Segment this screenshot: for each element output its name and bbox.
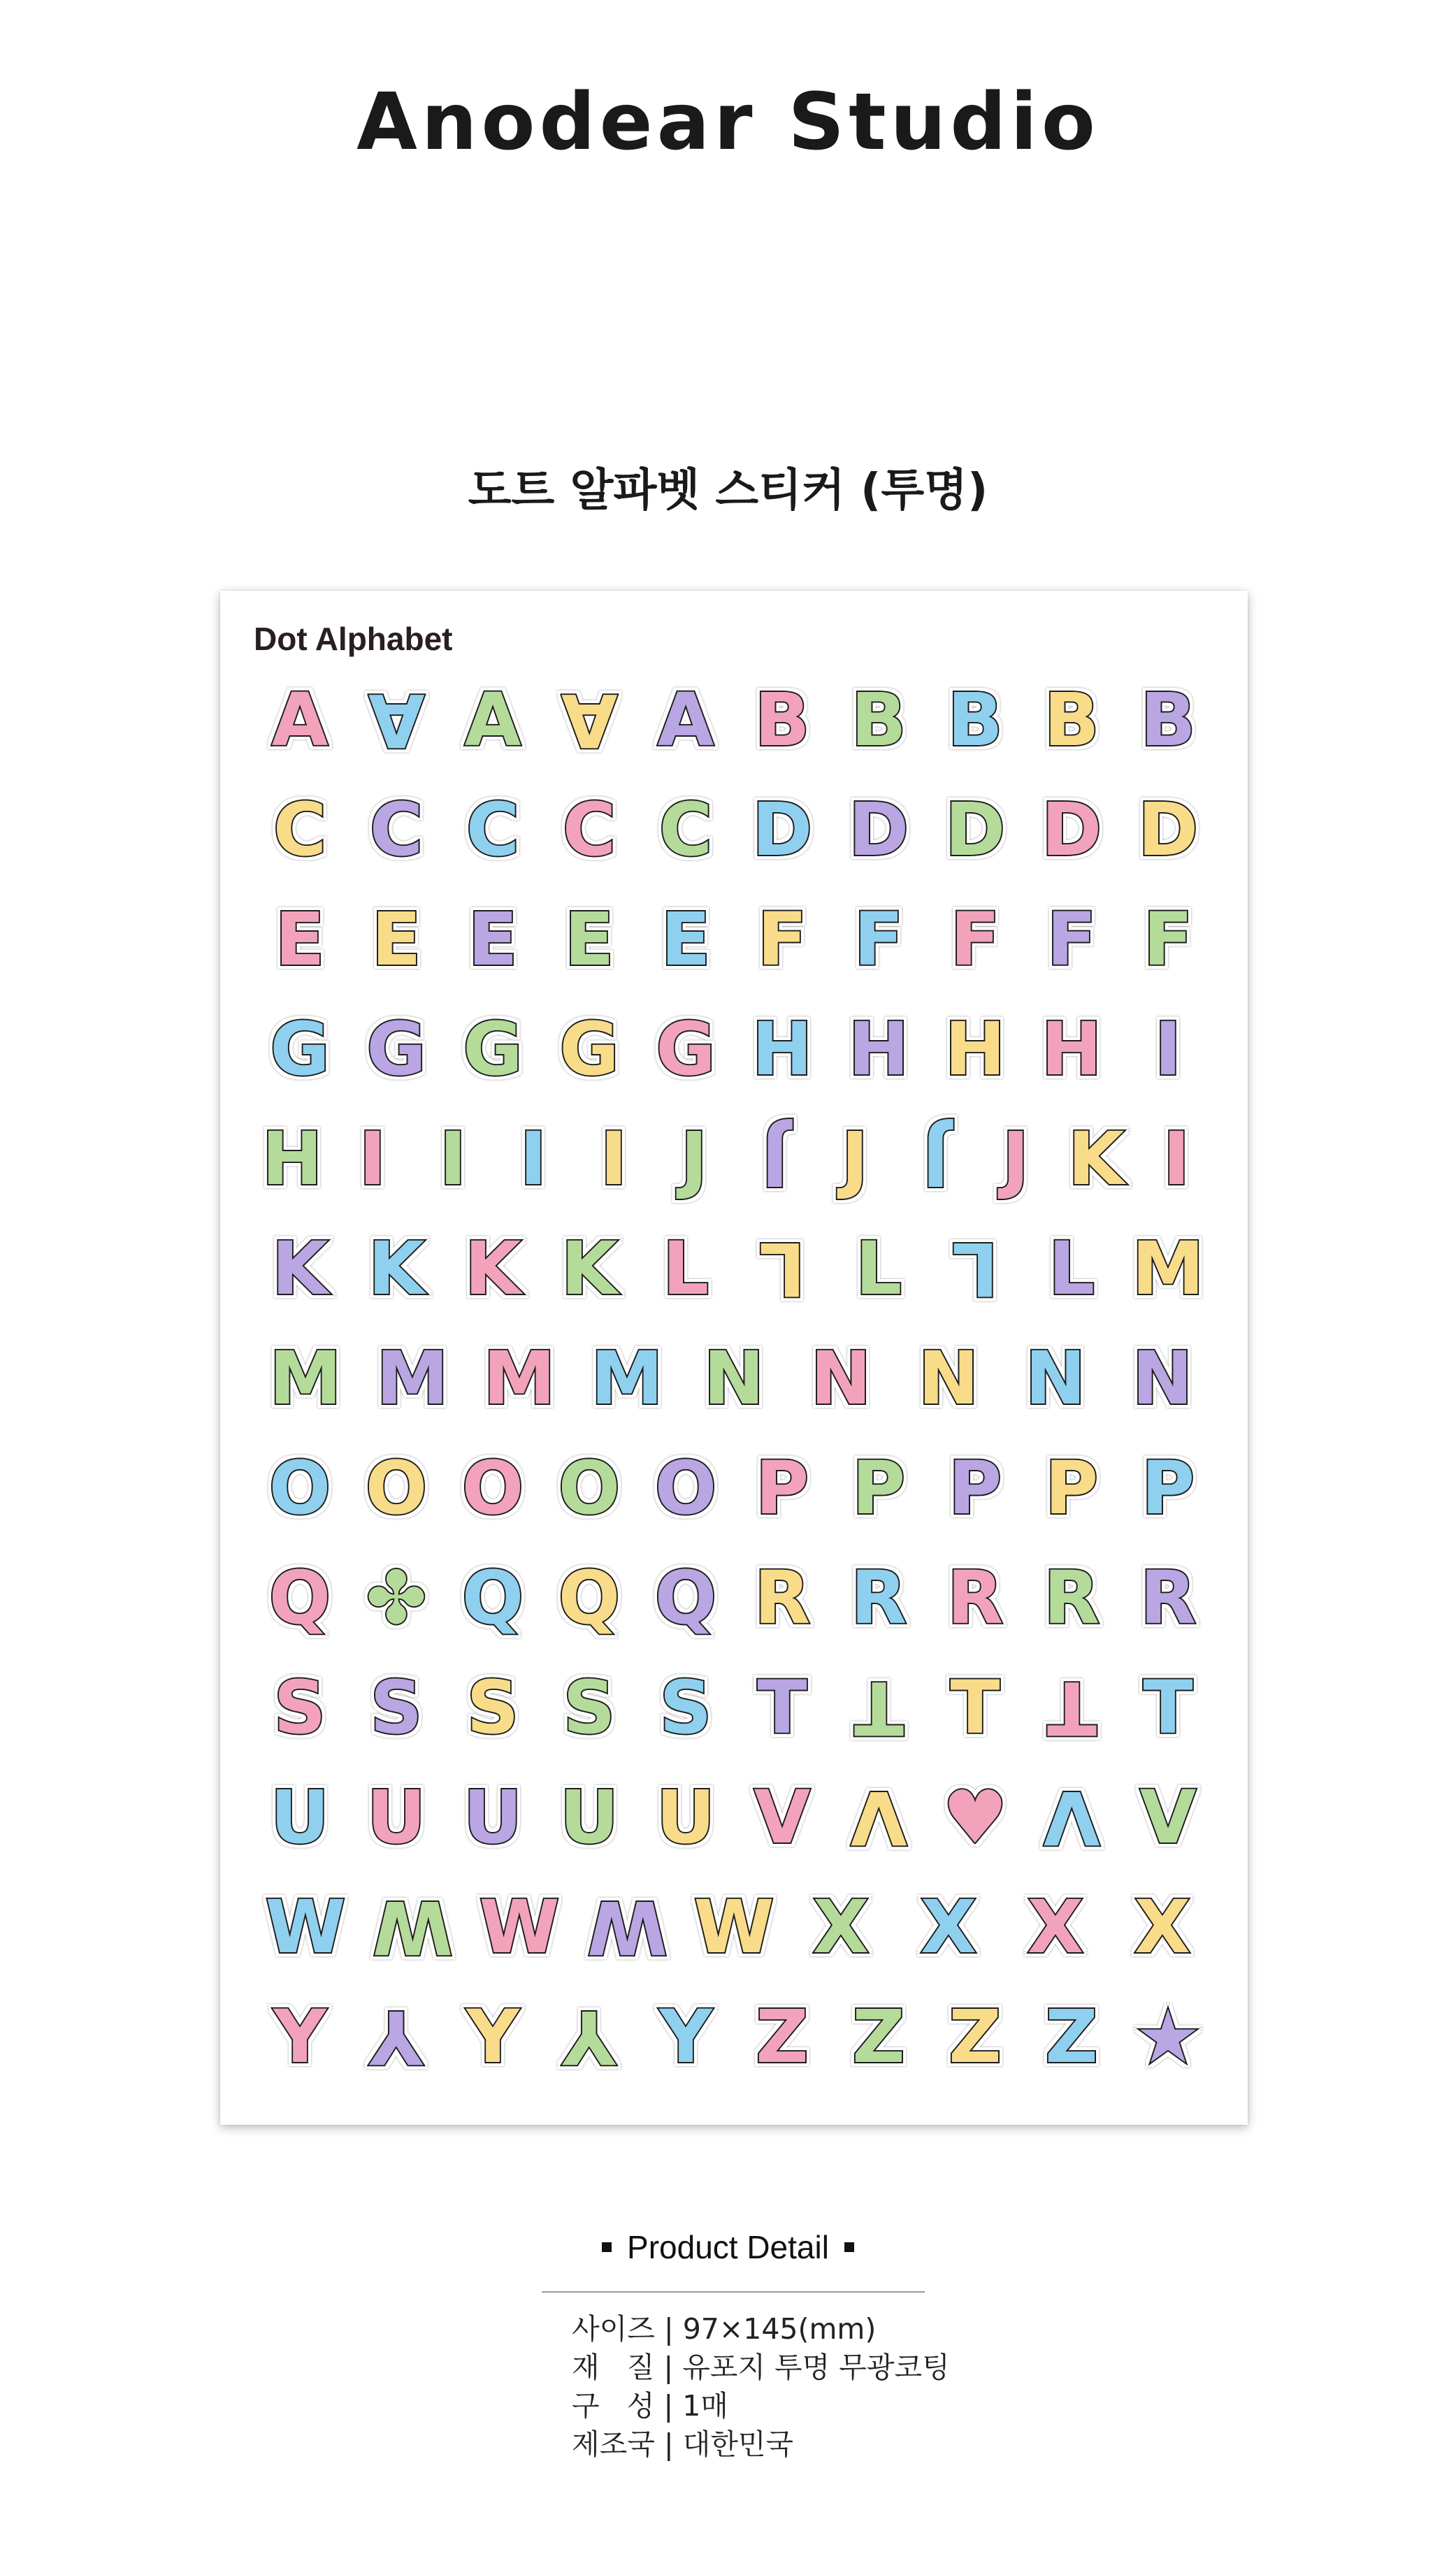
sticker-l (737, 1223, 828, 1314)
sticker-glyph: F (1046, 897, 1097, 982)
spec-label: 구 성 (572, 2389, 655, 2423)
sticker-glyph: R (946, 1555, 1004, 1640)
sticker-h (247, 1113, 338, 1204)
sticker-g (544, 1004, 635, 1095)
sticker-glyph: ✤ (366, 1555, 427, 1640)
sticker-y (254, 1991, 345, 2082)
sticker-z (930, 1991, 1021, 2082)
sticker-i (488, 1113, 579, 1204)
sticker-j (649, 1113, 740, 1204)
sticker-glyph: J (680, 1116, 708, 1202)
sticker-s (351, 1662, 442, 1753)
spec-row: 구 성 | 1매 (572, 2389, 728, 2423)
sticker-glyph: D (944, 787, 1006, 872)
sticker-glyph: O (558, 1445, 621, 1531)
sticker-f (833, 894, 924, 985)
sticker-glyph: N (1025, 1336, 1086, 1421)
sticker-u (544, 1772, 635, 1863)
sticker-e (351, 894, 442, 985)
sticker-v (737, 1772, 828, 1863)
sticker-glyph: Y (370, 1994, 423, 2079)
sticker-glyph: R (850, 1555, 907, 1640)
sticker-g (254, 1004, 345, 1095)
sticker-p (833, 1443, 924, 1534)
sticker-r (930, 1552, 1021, 1643)
sticker-glyph: K (561, 1226, 618, 1311)
sticker-glyph: G (463, 1007, 523, 1092)
sticker-glyph: O (654, 1445, 717, 1531)
sticker-glyph: J (841, 1116, 869, 1202)
sticker-k (351, 1223, 442, 1314)
sticker-glyph: Z (1045, 1994, 1098, 2079)
sticker-e (640, 894, 731, 985)
sticker-glyph: N (810, 1336, 872, 1421)
sticker-glyph: V (754, 1775, 811, 1860)
sticker-a (640, 674, 731, 765)
sticker-c (351, 784, 442, 875)
sticker-glyph: L (758, 1226, 806, 1311)
sticker-m (1123, 1223, 1213, 1314)
sticker-f (737, 894, 828, 985)
sticker-d (737, 784, 828, 875)
sticker-e (254, 894, 345, 985)
sticker-glyph: M (376, 1336, 449, 1421)
sticker-x (1010, 1882, 1101, 1972)
sticker-glyph: F (853, 897, 904, 982)
sticker-glyph: E (564, 897, 614, 982)
bullet-square-icon (844, 2242, 854, 2252)
sticker-g (351, 1004, 442, 1095)
sticker-glyph: F (757, 897, 807, 982)
sticker-glyph: D (1041, 787, 1102, 872)
sticker-glyph: Y (273, 1994, 326, 2079)
sticker-glyph: H (261, 1116, 323, 1202)
sticker-g (640, 1004, 731, 1095)
sticker-glyph: X (1134, 1884, 1191, 1970)
sticker-h (930, 1004, 1021, 1095)
sticker-w (260, 1882, 351, 1972)
sticker-glyph: B (1140, 677, 1196, 763)
sticker-glyph: ♥ (942, 1775, 1008, 1860)
sticker-i (1123, 1004, 1213, 1095)
sticker-r (737, 1552, 828, 1643)
sticker-glyph: S (273, 1665, 326, 1750)
spec-value: 97×145(mm) (682, 2312, 877, 2346)
sticker-glyph: P (755, 1445, 809, 1531)
sticker-glyph: Q (461, 1555, 524, 1640)
sticker-glyph: G (656, 1007, 716, 1092)
sticker-glyph: C (369, 787, 424, 872)
sticker-glyph: Y (563, 1994, 616, 2079)
sticker-glyph: J (921, 1116, 949, 1202)
sticker-glyph: W (693, 1884, 774, 1970)
sticker-glyph: K (464, 1226, 521, 1311)
sticker-glyph: C (562, 787, 617, 872)
sticker-w (367, 1882, 458, 1972)
sticker-glyph: H (751, 1007, 813, 1092)
sticker-e (447, 894, 538, 985)
sticker-y (640, 1991, 731, 2082)
sticker-v (833, 1772, 924, 1863)
sticker-glyph: Y (659, 1994, 712, 2079)
sticker-glyph: O (461, 1445, 524, 1531)
sticker-glyph: P (948, 1445, 1002, 1531)
sticker-glyph: O (365, 1445, 428, 1531)
sticker-glyph: S (563, 1665, 616, 1750)
sticker-glyph: V (850, 1775, 907, 1860)
sticker-z (737, 1991, 828, 2082)
sticker-glyph: A (561, 677, 618, 763)
sticker-glyph: C (658, 787, 713, 872)
bullet-square-icon (602, 2242, 612, 2252)
sticker-glyph: Q (654, 1555, 717, 1640)
sticker-glyph: U (270, 1775, 330, 1860)
spec-row: 사이즈 | 97×145(mm) (572, 2312, 877, 2346)
sticker-glyph: W (265, 1884, 346, 1970)
sticker-f (930, 894, 1021, 985)
sticker-glyph: E (468, 897, 518, 982)
sticker-glyph: I (439, 1116, 467, 1202)
sticker-i (408, 1113, 498, 1204)
sticker-glyph: Z (949, 1994, 1002, 2079)
sticker-k (447, 1223, 538, 1314)
sticker-q (447, 1552, 538, 1643)
sticker-glyph: R (754, 1555, 811, 1640)
sticker-p (737, 1443, 828, 1534)
sticker-glyph: X (1027, 1884, 1084, 1970)
sticker-glyph: L (1048, 1226, 1095, 1311)
sticker-glyph: K (1067, 1116, 1125, 1202)
sticker-c (544, 784, 635, 875)
sticker-n (1117, 1333, 1208, 1424)
sticker-k (544, 1223, 635, 1314)
sticker-glyph: Y (466, 1994, 519, 2079)
sticker-glyph: U (463, 1775, 523, 1860)
sticker-glyph: Q (268, 1555, 331, 1640)
sticker-p (1123, 1443, 1213, 1534)
sticker-glyph: D (848, 787, 909, 872)
sticker-glyph: A (271, 677, 329, 763)
sticker-glyph: U (656, 1775, 716, 1860)
sticker-u (640, 1772, 731, 1863)
sticker-glyph: I (600, 1116, 628, 1202)
sticker-u (254, 1772, 345, 1863)
sticker-j (970, 1113, 1061, 1204)
sticker-glyph: D (751, 787, 813, 872)
sticker-h (833, 1004, 924, 1095)
sticker-glyph: H (1041, 1007, 1102, 1092)
spec-value: 대한민국 (682, 2427, 794, 2461)
sticker-glyph: G (366, 1007, 426, 1092)
sticker-glyph: I (1162, 1116, 1190, 1202)
sticker-o (544, 1443, 635, 1534)
sticker-shape (351, 1552, 442, 1643)
sticker-glyph: A (368, 677, 425, 763)
sticker-glyph: S (659, 1665, 712, 1750)
sticker-d (833, 784, 924, 875)
sticker-m (474, 1333, 565, 1424)
sticker-glyph: R (1139, 1555, 1197, 1640)
sticker-glyph: F (1143, 897, 1193, 982)
sticker-j (809, 1113, 900, 1204)
sticker-k (254, 1223, 345, 1314)
sticker-q (544, 1552, 635, 1643)
spec-label: 사이즈 (572, 2312, 655, 2346)
spec-row: 재 질 | 유포지 투명 무광코팅 (572, 2351, 950, 2384)
sticker-a (544, 674, 635, 765)
sticker-s (254, 1662, 345, 1753)
sticker-glyph: X (812, 1884, 870, 1970)
sticker-glyph: L (662, 1226, 709, 1311)
sticker-l (930, 1223, 1021, 1314)
sticker-w (582, 1882, 672, 1972)
sticker-glyph: E (371, 897, 421, 982)
divider (542, 2291, 925, 2293)
sticker-glyph: D (1137, 787, 1199, 872)
sticker-q (640, 1552, 731, 1643)
sticker-p (1026, 1443, 1117, 1534)
sticker-t (833, 1662, 924, 1753)
sticker-glyph: W (479, 1884, 560, 1970)
sticker-b (1026, 674, 1117, 765)
sticker-c (640, 784, 731, 875)
sticker-x (903, 1882, 994, 1972)
spec-value: 1매 (682, 2389, 728, 2423)
sticker-i (327, 1113, 418, 1204)
sticker-m (582, 1333, 672, 1424)
sticker-glyph: V (1043, 1775, 1100, 1860)
sticker-y (544, 1991, 635, 2082)
sticker-y (351, 1991, 442, 2082)
sticker-w (474, 1882, 565, 1972)
sticker-glyph: M (269, 1336, 342, 1421)
sticker-glyph: E (661, 897, 711, 982)
sticker-glyph: S (466, 1665, 519, 1750)
sticker-glyph: Z (852, 1994, 905, 2079)
sticker-glyph: J (1002, 1116, 1030, 1202)
sticker-n (689, 1333, 779, 1424)
sticker-glyph: G (559, 1007, 619, 1092)
spec-label: 재 질 (572, 2351, 655, 2384)
sticker-j (729, 1113, 820, 1204)
sticker-sheet (220, 591, 1248, 2125)
sticker-glyph: ★ (1135, 1994, 1201, 2079)
sticker-x (1117, 1882, 1208, 1972)
sticker-glyph: M (1132, 1226, 1204, 1311)
sticker-v (1123, 1772, 1213, 1863)
sticker-b (1123, 674, 1213, 765)
sticker-d (1123, 784, 1213, 875)
sticker-d (930, 784, 1021, 875)
sticker-r (1123, 1552, 1213, 1643)
sticker-glyph: M (591, 1336, 663, 1421)
sticker-d (1026, 784, 1117, 875)
sticker-glyph: T (950, 1665, 1000, 1750)
sticker-n (903, 1333, 994, 1424)
sticker-h (737, 1004, 828, 1095)
sticker-k (1051, 1113, 1141, 1204)
sticker-glyph: N (918, 1336, 979, 1421)
sticker-shape (1123, 1991, 1213, 2082)
sticker-o (640, 1443, 731, 1534)
sticker-glyph: V (1139, 1775, 1197, 1860)
sticker-glyph: R (1043, 1555, 1100, 1640)
sticker-glyph: U (559, 1775, 619, 1860)
sticker-glyph: Q (558, 1555, 621, 1640)
sticker-l (833, 1223, 924, 1314)
sticker-glyph: B (1044, 677, 1100, 763)
sticker-o (254, 1443, 345, 1534)
sticker-glyph: N (703, 1336, 765, 1421)
product-detail-heading (0, 2228, 1456, 2266)
sticker-glyph: N (1132, 1336, 1193, 1421)
sticker-glyph: A (464, 677, 521, 763)
sticker-glyph: W (586, 1884, 668, 1970)
sticker-e (544, 894, 635, 985)
brand-logo: Anodear Studio (356, 77, 1100, 168)
sticker-glyph: B (851, 677, 907, 763)
sticker-glyph: T (757, 1665, 807, 1750)
sticker-h (1026, 1004, 1117, 1095)
sticker-t (930, 1662, 1021, 1753)
sticker-glyph: X (920, 1884, 977, 1970)
sticker-glyph: U (366, 1775, 426, 1860)
sticker-glyph: S (370, 1665, 423, 1750)
sticker-m (260, 1333, 351, 1424)
sticker-f (1026, 894, 1117, 985)
sticker-glyph: M (483, 1336, 556, 1421)
sticker-t (1123, 1662, 1213, 1753)
sticker-o (351, 1443, 442, 1534)
sticker-i (1131, 1113, 1222, 1204)
sticker-glyph: J (761, 1116, 788, 1202)
sticker-glyph: C (273, 787, 327, 872)
sticker-n (1010, 1333, 1101, 1424)
sticker-p (930, 1443, 1021, 1534)
product-specs (572, 2310, 950, 2464)
sticker-g (447, 1004, 538, 1095)
sticker-v (1026, 1772, 1117, 1863)
sticker-q (254, 1552, 345, 1643)
sticker-a (351, 674, 442, 765)
sticker-glyph: C (466, 787, 520, 872)
sticker-glyph: K (368, 1226, 425, 1311)
sticker-glyph: I (359, 1116, 387, 1202)
spec-value: 유포지 투명 무광코팅 (682, 2351, 950, 2384)
sticker-glyph: Z (756, 1994, 809, 2079)
sticker-r (1026, 1552, 1117, 1643)
sticker-u (351, 1772, 442, 1863)
sticker-a (447, 674, 538, 765)
sticker-j (890, 1113, 981, 1204)
sticker-i (568, 1113, 659, 1204)
sticker-glyph: I (1154, 1007, 1182, 1092)
sticker-glyph: L (855, 1226, 902, 1311)
sticker-glyph: F (950, 897, 1000, 982)
product-title: 도트 알파벳 스티커 (투명) (468, 465, 988, 517)
sticker-glyph: H (848, 1007, 909, 1092)
sticker-s (640, 1662, 731, 1753)
sticker-b (737, 674, 828, 765)
sticker-w (689, 1882, 779, 1972)
sticker-s (447, 1662, 538, 1753)
sticker-c (254, 784, 345, 875)
sticker-r (833, 1552, 924, 1643)
sticker-glyph: B (947, 677, 1003, 763)
sticker-glyph: K (271, 1226, 329, 1311)
sticker-a (254, 674, 345, 765)
sticker-s (544, 1662, 635, 1753)
sticker-glyph: I (519, 1116, 547, 1202)
sticker-glyph: O (268, 1445, 331, 1531)
sticker-c (447, 784, 538, 875)
sticker-l (1026, 1223, 1117, 1314)
sticker-glyph: G (270, 1007, 330, 1092)
sticker-glyph: E (275, 897, 325, 982)
product-detail-title: Product Detail (627, 2229, 829, 2265)
sticker-f (1123, 894, 1213, 985)
sticker-glyph: P (1141, 1445, 1195, 1531)
sticker-glyph: A (657, 677, 714, 763)
sticker-t (737, 1662, 828, 1753)
sticker-x (795, 1882, 886, 1972)
sticker-n (795, 1333, 886, 1424)
sticker-glyph: P (851, 1445, 906, 1531)
sticker-glyph: T (1046, 1665, 1097, 1750)
sticker-u (447, 1772, 538, 1863)
sticker-glyph: H (944, 1007, 1006, 1092)
sticker-o (447, 1443, 538, 1534)
sticker-t (1026, 1662, 1117, 1753)
sticker-grid (220, 591, 1248, 2125)
sheet-label: Dot Alphabet (254, 621, 453, 657)
sticker-glyph: W (372, 1884, 453, 1970)
sticker-z (1026, 1991, 1117, 2082)
sticker-glyph: T (1143, 1665, 1193, 1750)
sticker-m (367, 1333, 458, 1424)
sticker-glyph: B (754, 677, 810, 763)
spec-row: 제조국 | 대한민국 (572, 2427, 794, 2461)
sticker-l (640, 1223, 731, 1314)
sticker-glyph: P (1044, 1445, 1099, 1531)
sticker-shape (930, 1772, 1021, 1863)
sticker-glyph: L (951, 1226, 999, 1311)
sticker-glyph: T (853, 1665, 904, 1750)
sticker-z (833, 1991, 924, 2082)
sticker-b (930, 674, 1021, 765)
spec-label: 제조국 (572, 2427, 655, 2461)
sticker-y (447, 1991, 538, 2082)
sticker-b (833, 674, 924, 765)
